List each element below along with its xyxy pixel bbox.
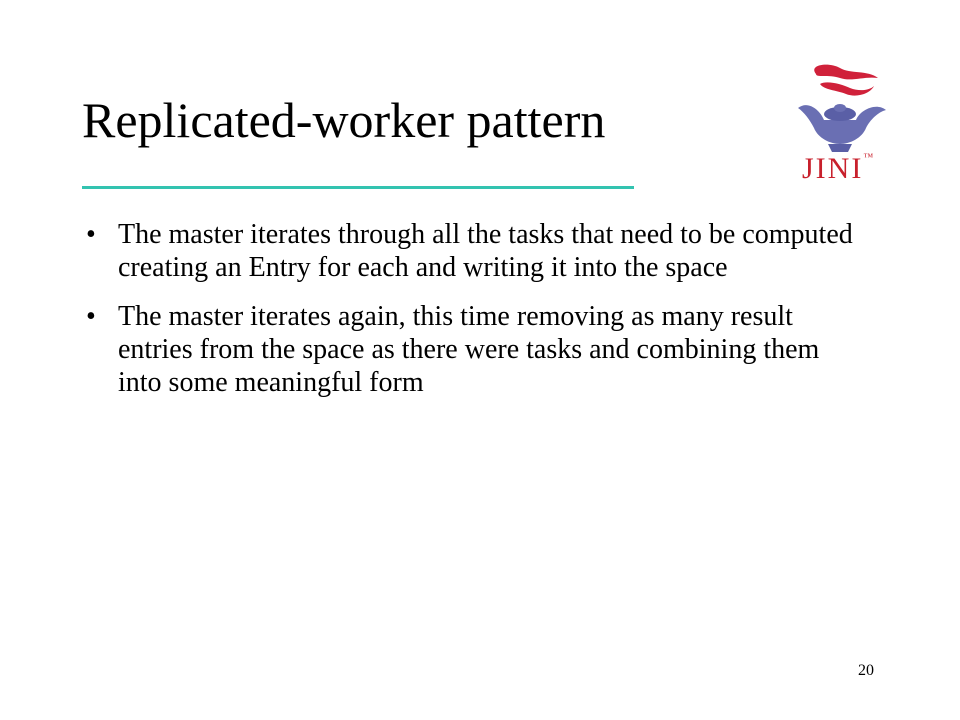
bullet-text: The master iterates through all the tasks that need to be computed creating an Entry for each and writing it into the space	[118, 219, 853, 283]
jini-logo-text: JINI	[802, 152, 864, 185]
slide-number: 20	[858, 662, 874, 679]
bullet-symbol: •	[86, 219, 96, 250]
title-underline	[82, 186, 634, 189]
bullet-item	[82, 218, 862, 284]
bullet-symbol: •	[86, 301, 96, 332]
trademark-symbol: ™	[863, 152, 876, 163]
bullet-text: The master iterates again, this time removing as many result entries from the space as there were tasks and combining them into some meaningful form	[118, 301, 820, 398]
jini-logo-wordmark	[802, 152, 875, 186]
bullet-list	[82, 218, 862, 415]
jini-logo	[790, 60, 890, 195]
bullet-item	[82, 300, 862, 399]
slide-title: Replicated-worker pattern	[82, 92, 606, 148]
